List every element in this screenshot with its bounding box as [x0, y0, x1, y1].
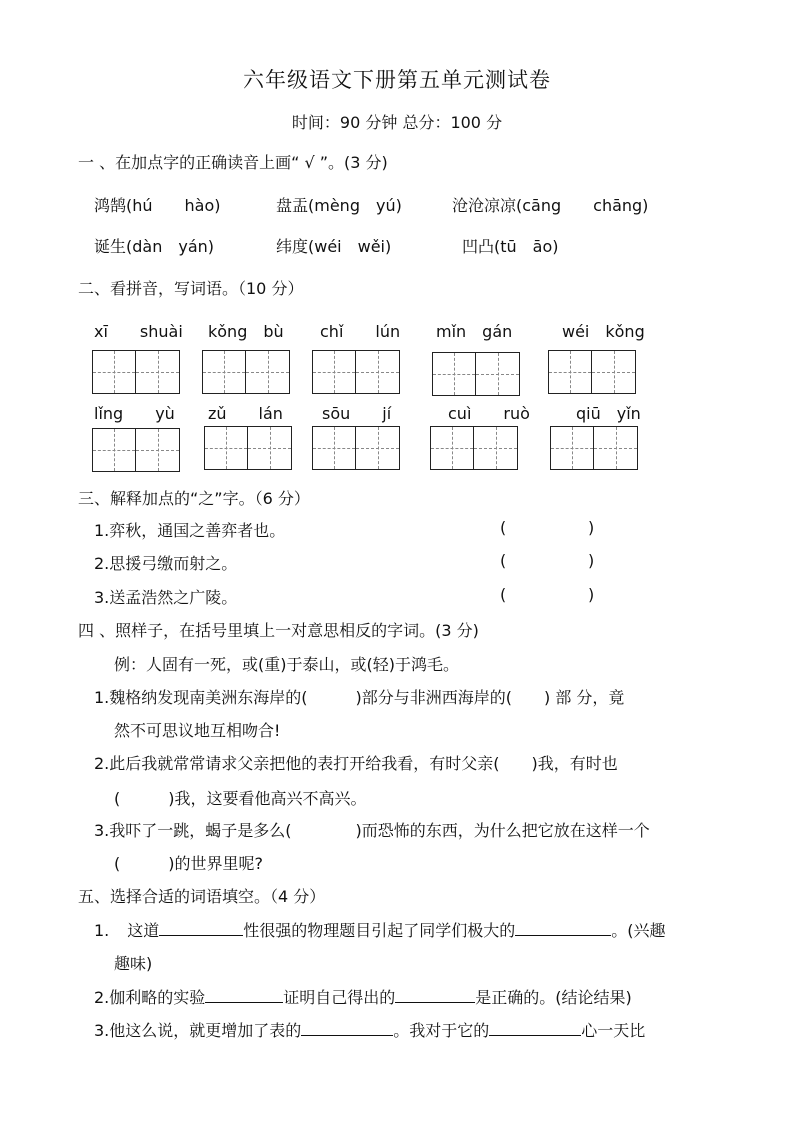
pinyin-label: lǐng yù: [94, 404, 175, 423]
writing-grid[interactable]: [202, 350, 290, 394]
fill-blank[interactable]: [515, 921, 611, 936]
fill-blank[interactable]: [301, 1021, 393, 1036]
answer-paren-close[interactable]: ): [588, 585, 595, 604]
question-number: 1.: [94, 921, 110, 940]
fill-blank[interactable]: [395, 988, 475, 1003]
pinyin-label: chǐ lún: [320, 322, 401, 341]
pinyin-label: mǐn gán: [436, 322, 513, 341]
s3-question: 1.弈秋，通国之善弈者也。: [94, 521, 286, 540]
s5-question-3: [94, 1018, 645, 1041]
writing-grid[interactable]: [548, 350, 636, 394]
s4-question-3: 3.我吓了一跳，蝎子是多么( )而恐怖的东西，为什么把它放在这样一个: [94, 821, 650, 840]
s4-question-3-cont: ( )的世界里呢?: [114, 854, 263, 873]
text-segment: 。(兴趣: [611, 921, 666, 940]
answer-paren-open[interactable]: (: [500, 551, 507, 570]
section-3-heading: 三、解释加点的“之”字。（6 分）: [78, 489, 310, 508]
text-segment: 3.他这么说，就更增加了表的: [94, 1021, 302, 1040]
answer-paren-close[interactable]: ): [588, 518, 595, 537]
pinyin-label: sōu jí: [322, 404, 392, 423]
section-4-heading: 四 、照样子，在括号里填上一对意思相反的字词。(3 分): [78, 621, 479, 640]
fill-blank[interactable]: [205, 988, 283, 1003]
answer-paren-close[interactable]: ): [588, 551, 595, 570]
text-segment: 2.伽利略的实验: [94, 988, 206, 1007]
answer-paren-open[interactable]: (: [500, 585, 507, 604]
s3-question: 3.送孟浩然之广陵。: [94, 588, 238, 607]
s1-item: 纬度(wéi wěi): [276, 237, 392, 256]
text-segment: 是正确的。(结论结果): [475, 988, 632, 1007]
fill-blank[interactable]: [159, 921, 243, 936]
s1-item: 诞生(dàn yán): [94, 237, 215, 256]
s4-question-1: 1.魏格纳发现南美洲东海岸的( )部分与非洲西海岸的( ) 部 分，竟: [94, 688, 625, 707]
answer-paren-open[interactable]: (: [500, 518, 507, 537]
writing-grid[interactable]: [430, 426, 518, 470]
writing-grid[interactable]: [432, 352, 520, 396]
writing-grid[interactable]: [312, 426, 400, 470]
section-5-heading: 五、选择合适的词语填空。（4 分）: [78, 887, 326, 906]
s1-item: 凹凸(tū āo): [462, 237, 559, 256]
writing-grid[interactable]: [550, 426, 638, 470]
writing-grid[interactable]: [92, 350, 180, 394]
example-sentence: 例：人固有一死，或(重)于泰山，或(轻)于鸿毛。: [114, 655, 459, 674]
s4-question-2: 2.此后我就常常请求父亲把他的表打开给我看，有时父亲( )我，有时也: [94, 754, 618, 773]
writing-grid[interactable]: [312, 350, 400, 394]
text-segment: 这道: [127, 921, 160, 940]
pinyin-label: wéi kǒng: [562, 322, 645, 341]
text-segment: 心一天比: [581, 1021, 646, 1040]
writing-grid[interactable]: [204, 426, 292, 470]
text-segment: 证明自己得出的: [283, 988, 396, 1007]
page-title: 六年级语文下册第五单元测试卷: [243, 68, 551, 92]
s5-question-1: [94, 918, 666, 941]
writing-grid[interactable]: [92, 428, 180, 472]
fill-blank[interactable]: [489, 1021, 581, 1036]
s4-question-2-cont: ( )我，这要看他高兴不高兴。: [114, 789, 367, 808]
s4-question-1-cont: 然不可思议地互相吻合!: [114, 721, 281, 740]
exam-info: 时间：90 分钟 总分：100 分: [291, 113, 503, 132]
s5-question-1-cont: 趣味): [114, 954, 153, 973]
pinyin-label: cuì ruò: [448, 404, 530, 423]
section-1-heading: 一 、在加点字的正确读音上画“ √ ”。(3 分): [78, 153, 388, 172]
s1-item: 沧沧凉凉(cāng chāng): [452, 196, 649, 215]
text-segment: 性很强的物理题目引起了同学们极大的: [243, 921, 516, 940]
pinyin-label: qiū yǐn: [576, 404, 641, 423]
s5-question-2: [94, 985, 632, 1008]
pinyin-label: xī shuài: [94, 322, 183, 341]
s1-item: 鸿鹄(hú hào): [94, 196, 221, 215]
text-segment: 。我对于它的: [393, 1021, 490, 1040]
s3-question: 2.思援弓缴而射之。: [94, 554, 238, 573]
s1-item: 盘盂(mèng yú): [276, 196, 402, 215]
pinyin-label: zǔ lán: [208, 404, 283, 423]
pinyin-label: kǒng bù: [208, 322, 284, 341]
section-2-heading: 二、看拼音，写词语。（10 分）: [78, 279, 304, 298]
